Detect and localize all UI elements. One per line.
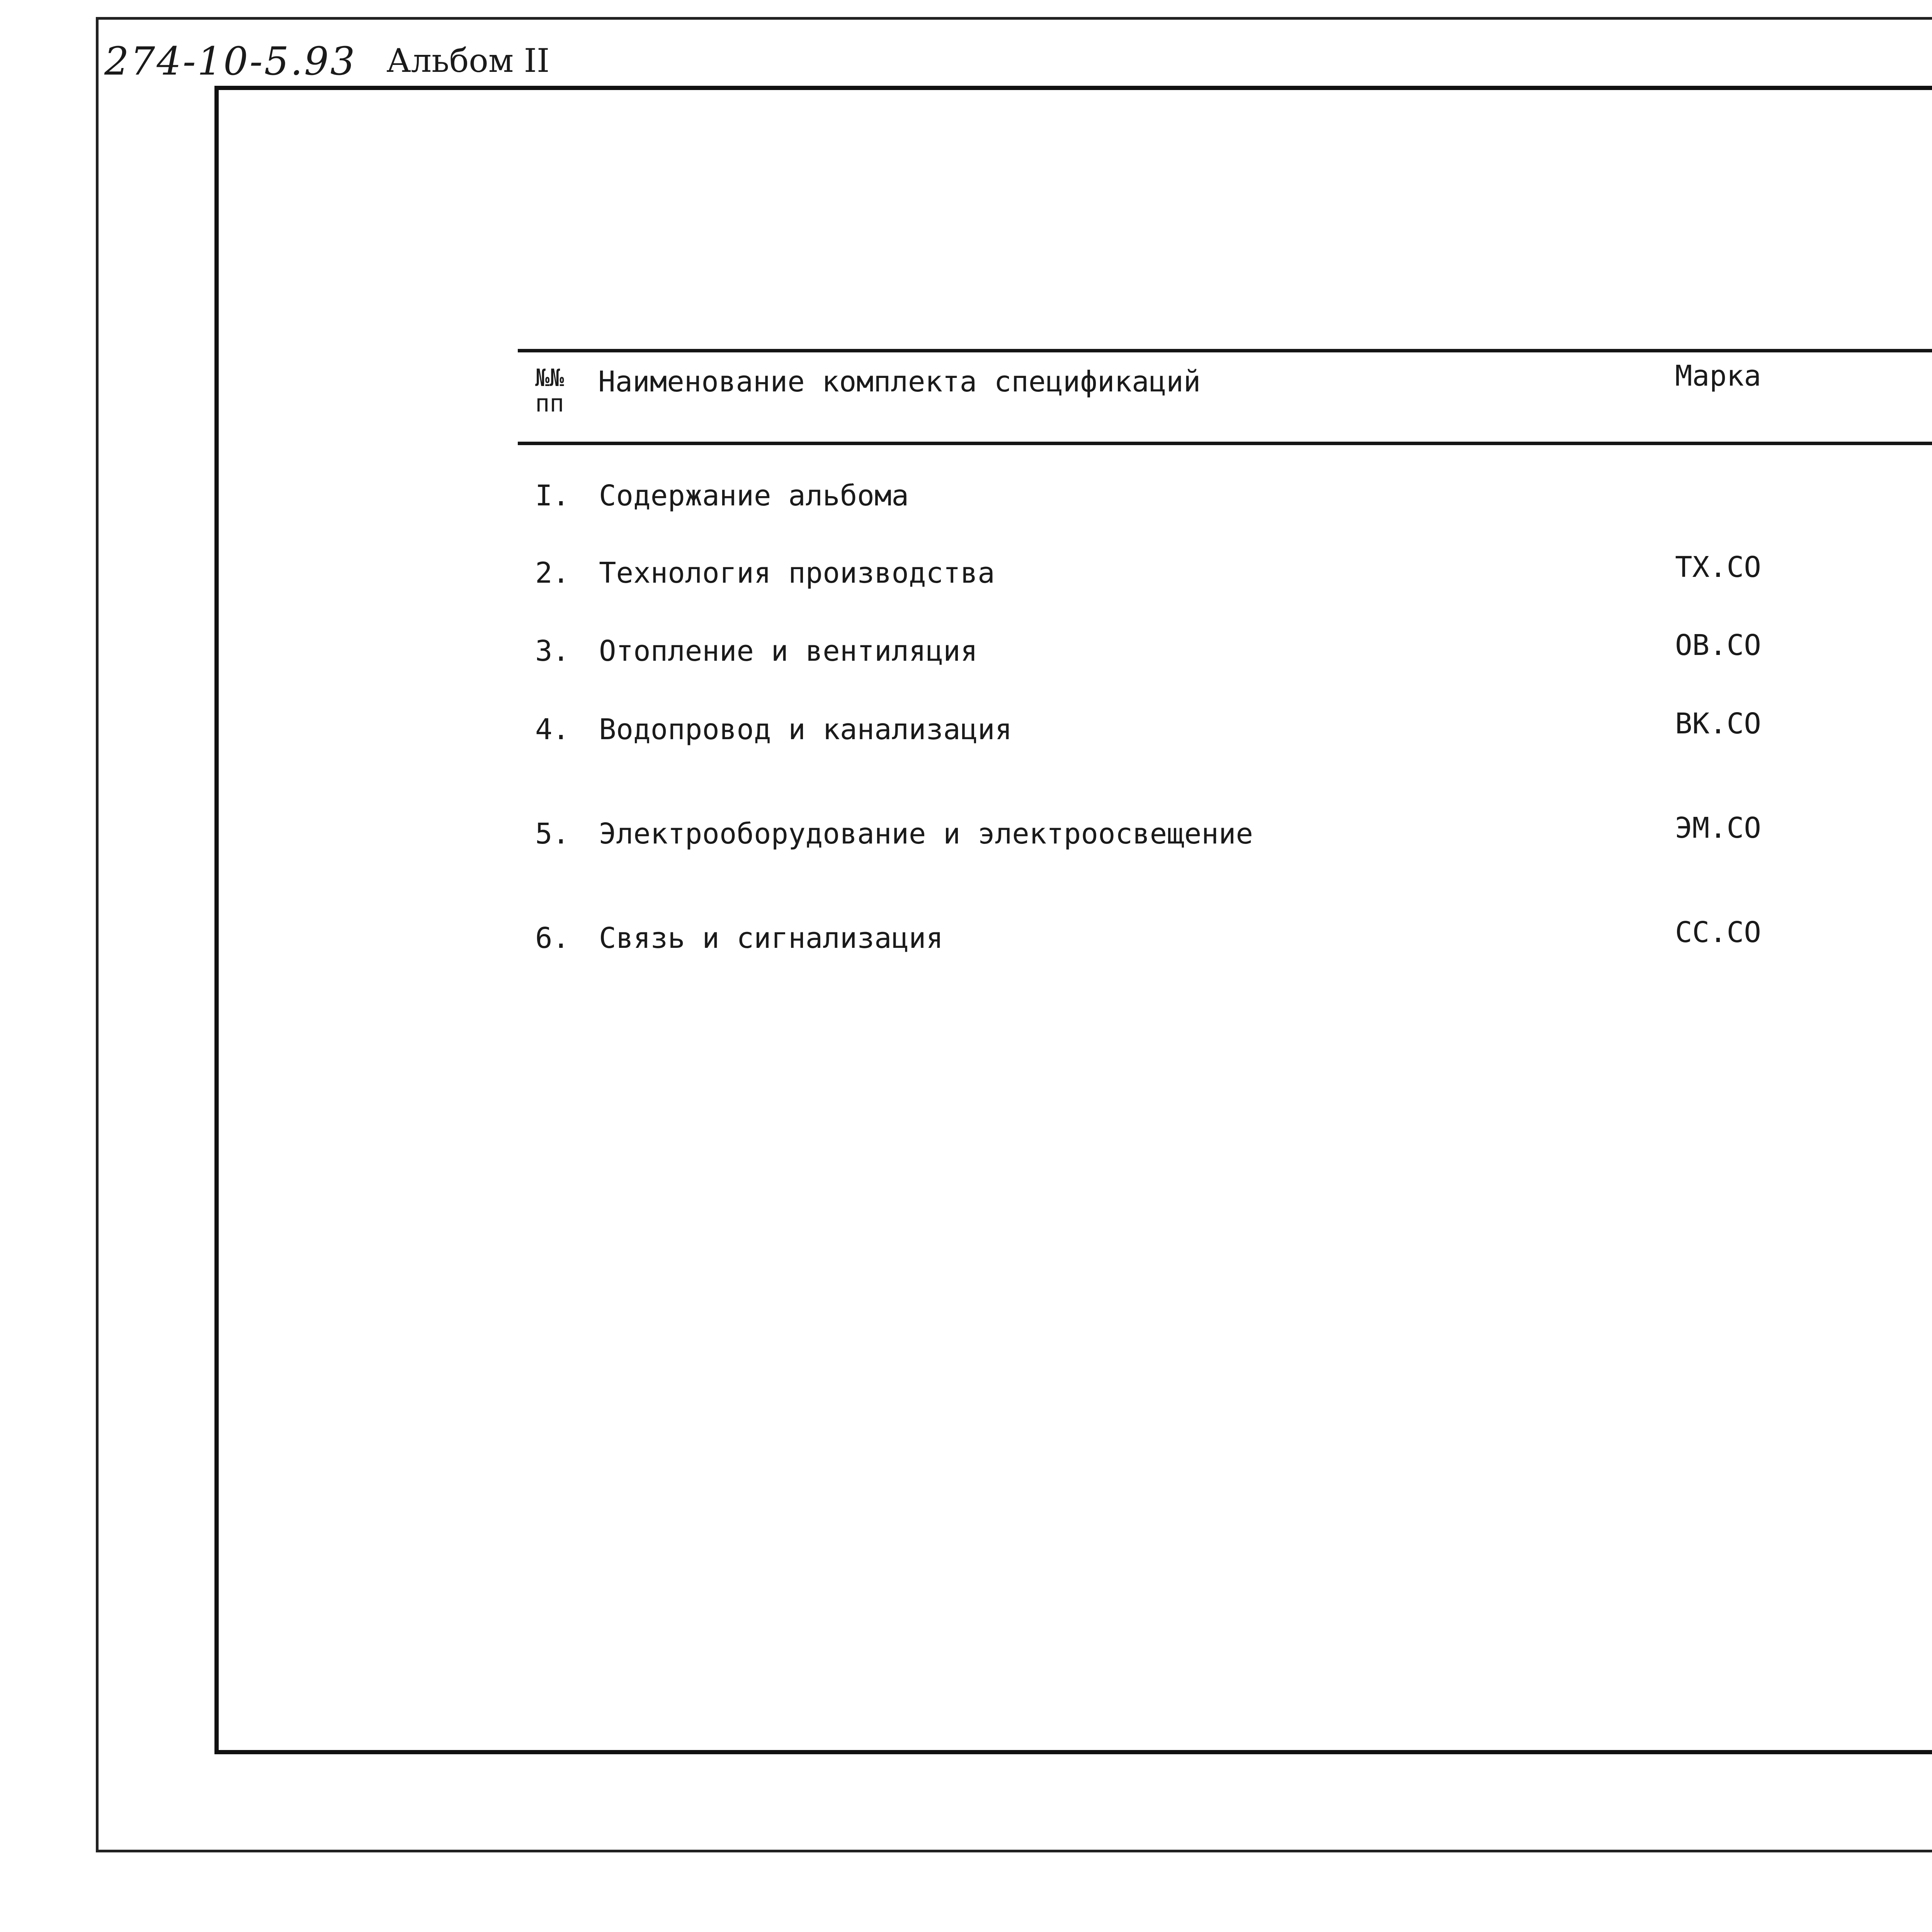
row-name: Содержание альбома (599, 479, 909, 512)
row-name: Электрооборудование и электроосвещение (599, 817, 1253, 850)
row-name: Связь и сигнализация (599, 922, 944, 955)
inner-frame (214, 86, 1932, 1754)
row-number: 4. (535, 713, 570, 746)
header-number-line2: пп (535, 389, 564, 417)
row-mark: ВК.СО (1675, 707, 1761, 740)
row-number: 5. (535, 817, 570, 850)
table-top-rule (518, 349, 1932, 352)
row-number: I. (535, 479, 570, 512)
header-number-line1: №№ (535, 364, 564, 392)
row-mark: ТХ.СО (1675, 551, 1761, 584)
row-number: 3. (535, 634, 570, 668)
row-name: Отопление и вентиляция (599, 634, 978, 668)
row-name: Технология производства (599, 556, 995, 590)
table-header-rule (518, 442, 1932, 445)
row-mark: ОВ.СО (1675, 629, 1761, 662)
row-name: Водопровод и канализация (599, 713, 1012, 746)
row-mark: ЭМ.СО (1675, 811, 1761, 845)
header-mark: Марка (1675, 359, 1761, 393)
row-number: 6. (535, 922, 570, 955)
row-number: 2. (535, 556, 570, 590)
album-label: Альбом II (386, 42, 550, 80)
document-code: 274-10-5.93 (104, 39, 357, 84)
header-name: Наименование комплекта спецификаций (598, 365, 1201, 398)
row-mark: СС.СО (1675, 916, 1761, 949)
header-number (535, 365, 564, 416)
